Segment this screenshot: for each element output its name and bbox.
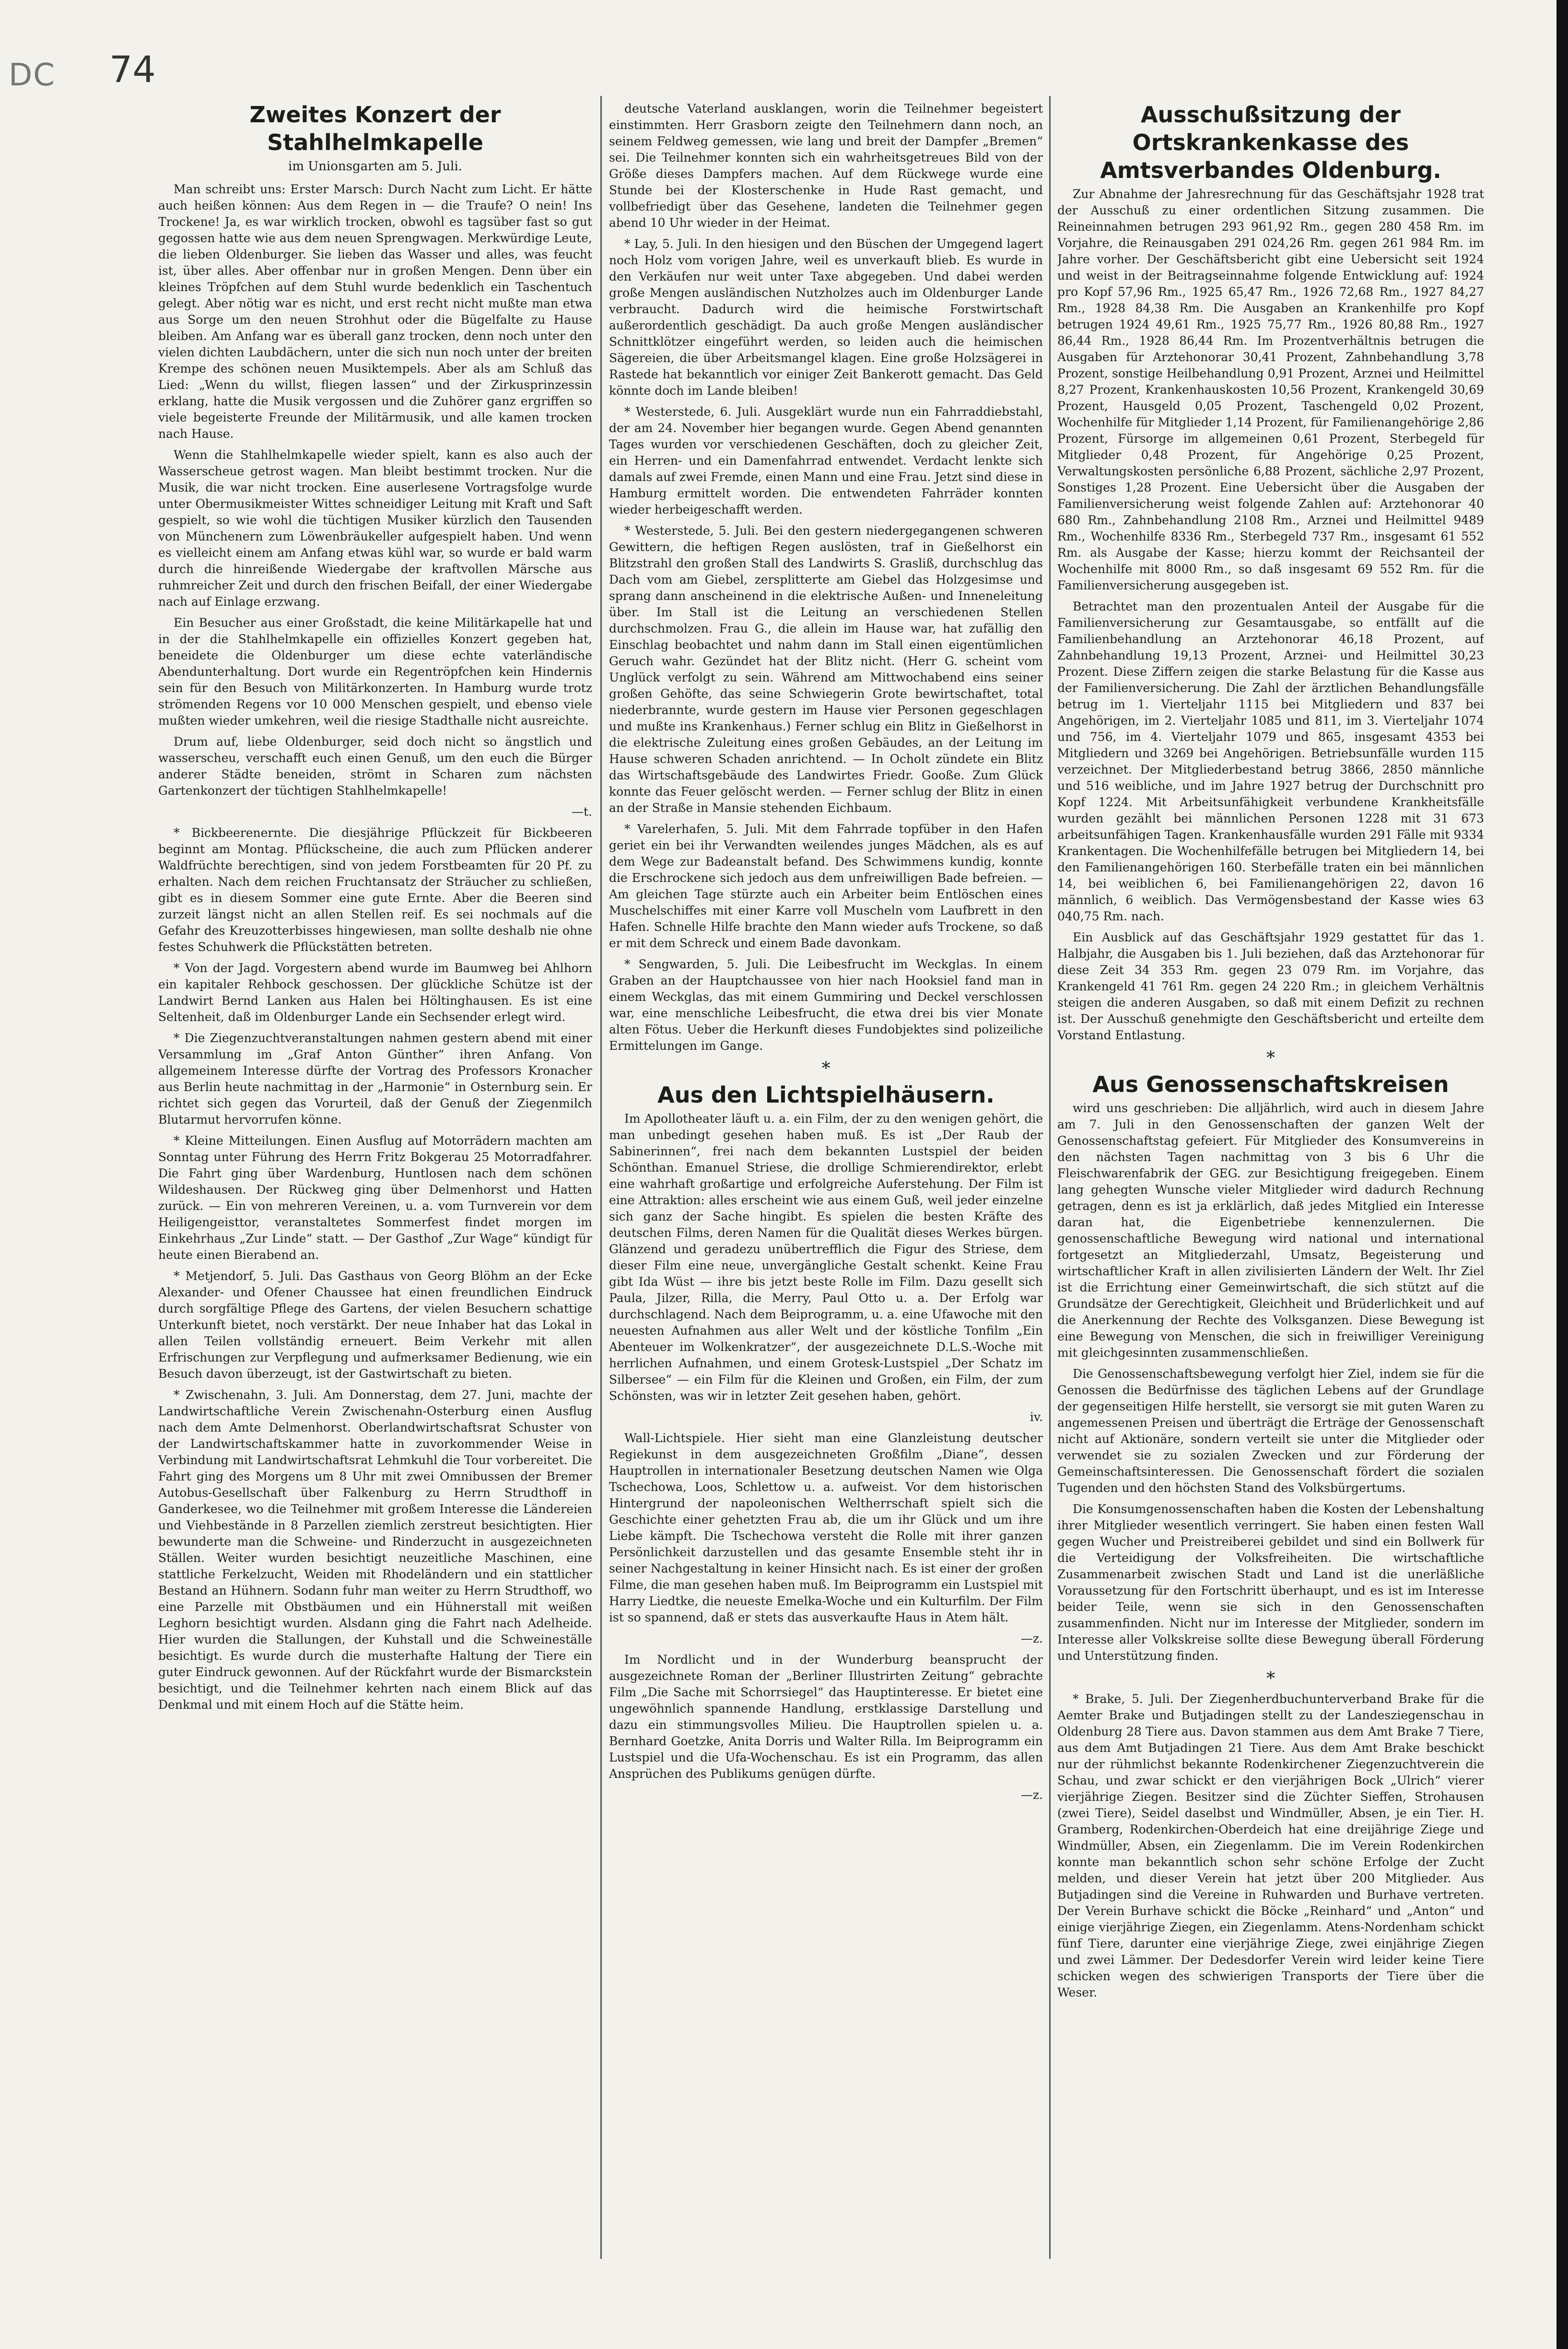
article-paragraph: Drum auf, liebe Oldenburger, seid doch nicht so ängstlich und wasserscheu, verschafft euch einen Genuß, um den euch die Bürger anderer Städte beneiden, strömt in Scharen zum nächsten Gartenkonzert der tüchtigen Stahlhelmkapelle! bbox=[158, 735, 592, 798]
news-item-zwischenahn: * Zwischenahn, 3. Juli. Am Donnerstag, dem 27. Juni, machte der Landwirtschaftliche Verein Zwischenahn-Osterburg einen Ausflug nach dem Amte Delmenhorst. Oberlandwirtschaftsrat Schuster von der Landwirtschaftskammer hatte in zuvorkommender Weise in Verbindung mit Landwirtschaftsrat Lehmkuhl die Tour vorbereitet. Die Fahrt ging des Morgens um 8 Uhr mit zwei Omnibussen der Bremer Autobus-Gesellschaft über Falkenburg zu Herrn Strudthoff in Ganderkesee, wo die Teilnehmer mit großem Interesse die Ländereien und Viehbestände in 8 Parzellen ziemlich zerstreut besichtigten. Hier bewunderte man die Schweine- und Rinderzucht in ausgezeichneten Ställen. Weiter wurden besichtigt neuzeitliche Maschinen, eine stattliche Ferkelzucht, Weiden mit Rhodeländern und ein stattlicher Bestand an Hühnern. Sodann fuhr man weiter zu Herrn Strudthoff, wo eine Parzelle mit Obstbäumen und ein Hühnerstall mit weißen Leghorn besichtigt wurden. Alsdann ging die Fahrt nach Adelheide. Hier wurden die Stallungen, der Kuhstall und die Schweineställe besichtigt. Es wurde durch die musterhafte Haltung der Tiere ein guter Eindruck gewonnen. Auf der Rückfahrt wurde der Bismarckstein besichtigt, und die Teilnehmer kehrten nach einem Blick auf das Denkmal und mit einem Hoch auf die Stätte heim. bbox=[158, 1388, 592, 1712]
article-paragraph: Wall-Lichtspiele. Hier sieht man eine Glanzleistung deutscher Regiekunst in dem ausgezeichneten Großfilm „Diane“, dessen Hauptrollen in internationaler Besetzung deutschen Namen wie Olga Tschechowa, Loos, Schlettow u. a. aufweist. Vor dem historischen Hintergrund der napoleonischen Weltherrschaft spielt sich die Geschichte einer gehetzten Frau ab, die um ihr Glück und um ihre Liebe kämpft. Die Tschechowa versteht die Rolle mit ihrer ganzen Persönlichkeit darzustellen und das gesamte Ensemble steht ihr in seiner Nachgestaltung in keiner Hinsicht nach. Es ist einer der großen Filme, die man gesehen haben muß. Im Beiprogramm ein Lustspiel mit Harry Liedtke, die neueste Emelka-Woche und ein Kulturfilm. Der Film ist so spannend, daß er stets das ausverkaufte Haus in Atem hält. bbox=[609, 1431, 1043, 1624]
news-item-brake: * Brake, 5. Juli. Der Ziegenherdbuchunterverband Brake für die Aemter Brake und Butjadingen stellt zu der Landesziegenschau in Oldenburg 28 Tiere aus. Davon stammen aus dem Amt Brake 7 Tiere, aus dem Amt Butjadingen 21 Tiere. Aus dem Amt Brake beschickt nur der rühmlichst bekannte Rodenkirchener Ziegenzuchtverein die Schau, und zwar schickt er den vierjährigen Bock „Ulrich“ vierer vierjährige Ziegen. Besitzer sind die Züchter Sieffen, Strohausen (zwei Tiere), Seidel daselbst und Windmüller, Absen, je ein Tier. H. Gramberg, Rodenkirchen-Oberdeich hat eine dreijährige Ziege und Windmüller, Absen, ein Ziegenlamm. Die im Verein Rodenkirchen konnte man bekanntlich schon sehr schöne Erfolge der Zucht melden, und dieser Verein hat jetzt über 200 Mitglieder. Aus Butjadingen sind die Vereine in Ruhwarden und Burhave vertreten. Der Verein Burhave schickt die Böcke „Reinhard“ und „Anton“ und einige vierjährige Ziegen, ein Ziegenlamm. Atens-Nordenham schickt fünf Tiere, darunter eine vierjährige Ziege, zwei einjährige Ziegen und zwei Lämmer. Der Dedesdorfer Verein wird leider keine Tiere schicken wegen des schwierigen Transports der Tiere über die Weser. bbox=[1057, 1692, 1484, 1999]
margin-note: DC bbox=[9, 58, 56, 93]
article-signature: —z. bbox=[1020, 1632, 1043, 1645]
article-signature: —z. bbox=[1020, 1788, 1043, 1802]
news-item-kleine-mitteilungen: * Kleine Mitteilungen. Einen Ausflug auf Motorrädern machten am Sonntag unter Führung des Herrn Fritz Bokgerau 25 Motorradfahrer. Die Fahrt ging über Wardenburg, Huntlosen nach dem schönen Wildeshausen. Der Rückweg ging über Delmenhorst und Hatten zurück. — Ein von mehreren Vereinen, u. a. vom Turnverein vor dem Heiligengeisttor, veranstaltetes Sommerfest findet morgen im Einkehrhaus „Zur Linde“ statt. — Der Gasthof „Zur Wage“ kündigt für heute einen Bierabend an. bbox=[158, 1134, 592, 1262]
section-separator: * bbox=[1266, 1048, 1275, 1068]
article-paragraph: Die Genossenschaftsbewegung verfolgt hier Ziel, indem sie für die Genossen die Bedürfnisse des täglichen Lebens auf der Grundlage der gegenseitigen Hilfe herstellt, sie versorgt sie mit guten Waren zu angemessenen Preisen und überträgt die Erträge der Genossenschaft nicht auf Aktionäre, sondern verteilt sie unter die Mitglieder oder verwendet sie zu sozialen Zwecken und zur Förderung der Gemeinschaftsinteressen. Die Genossenschaft fördert die sozialen Tugenden und den höchsten Stand des Volksbürgertums. bbox=[1057, 1367, 1484, 1495]
news-item-sengwarden: * Sengwarden, 5. Juli. Die Leibesfrucht im Weckglas. In einem Graben an der Hauptchaussee von hier nach Hooksiel fand man in einem Weckglas, das mit einem Gummiring und Deckel verschlossen war, eine menschliche Leibesfrucht, die etwa drei bis vier Monate alten Fötus. Ueber die Herkunft dieses Fundobjektes sind polizeiliche Ermittelungen im Gange. bbox=[609, 957, 1043, 1053]
news-item-lay: * Lay, 5. Juli. In den hiesigen und den Büschen der Umgegend lagert noch Holz vom vorigen Jahre, weil es unverkauft blieb. Es wurde in den Verkäufen nur weit unter Taxe abgegeben. Und dabei werden große Mengen ausländischen Nutzholzes auch im Oldenburger Lande verbraucht. Dadurch wird die heimische Forstwirtschaft außerordentlich geschädigt. Da auch große Mengen ausländischer Schnittklötzer eingeführt werden, so leiden auch die heimischen Sägereien, die über Arbeitsmangel klagen. Eine große Holzsägerei in Rastede hat bekanntlich vor einiger Zeit Bankerott gemacht. Das Geld könnte doch im Lande bleiben! bbox=[609, 237, 1043, 398]
article-paragraph: Wenn die Stahlhelmkapelle wieder spielt, kann es also auch der Wasserscheue getrost wagen. Man bleibt bestimmt trocken. Nur die Musik, die war nicht trocken. Eine auserlesene Vortragsfolge wurde unter Obermusikmeister Wittes schneidiger Leitung mit Kraft und Saft gespielt, so wie wohl die tüchtigen Musiker kürzlich den Tausenden von Münchenern zum Löwenbräukeller aufgespielt haben. Und wenn es vielleicht einem am Anfang etwas kühl war, so wurde er bald warm durch die hinreißende Wiedergabe der kraftvollen Märsche aus ruhmreicher Zeit und durch den frischen Beifall, der einer Wiedergabe nach auf Einlage erzwang. bbox=[158, 448, 592, 609]
article-paragraph: wird uns geschrieben: Die alljährlich, wird auch in diesem Jahre am 7. Juli in den Genossenschaften der ganzen Welt der Genossenschaftstag gefeiert. Für Mitglieder des Konsumvereins in den nächsten Tagen nachmittag von 3 bis 6 Uhr die Fleischwarenfabrik der GEG. zur Besichtigung freigegeben. Einem lang gehegten Wunsche vieler Mitglieder wird dadurch Rechnung getragen, denn es ist ja erklärlich, daß jedes Mitglied ein Interesse daran hat, die Eigenbetriebe kennenzulernen. Die genossenschaftliche Bewegung wird national und international fortgesetzt an Mitgliederzahl, Umsatz, Begeisterung und wirtschaftlicher Kraft in allen zivilisierten Ländern der Welt. Ihr Ziel ist die Errichtung einer Gemeinwirtschaft, die sich stützt auf die Grundsätze der Gerechtigkeit, Gleichheit und Brüderlichkeit und auf die Anerkennung der Rechte des Volksganzen. Diese Bewegung ist eine Bewegung von Menschen, die sich in freiwilliger Vereinigung mit gleichgesinnten zusammenschließen. bbox=[1057, 1101, 1484, 1360]
section-separator: * bbox=[1266, 1669, 1275, 1689]
article-paragraph: Betrachtet man den prozentualen Anteil der Ausgabe für die Familienversicherung zur Gesamtausgabe, so entfällt auf die Familienbehandlung an Arztehonorar 46,18 Prozent, auf Zahnbehandlung 19,13 Prozent, Arznei- und Heilmittel 30,23 Prozent. Diese Ziffern zeigen die starke Belastung für die Kasse aus der Familienversicherung. Die Zahl der ärztlichen Behandlungsfälle betrug im 1. Vierteljahr 1115 bei Mitgliedern und 837 bei Angehörigen, im 2. Vierteljahr 1085 und 811, im 3. Vierteljahr 1074 und 756, im 4. Vierteljahr 1079 und 865, insgesamt 4353 bei Mitgliedern und 3269 bei Angehörigen. Betriebsunfälle wurden 115 verzeichnet. Der Mitgliederbestand betrug 3866, 2850 männliche und 516 weibliche, und im Jahre 1927 betrug der Durchschnitt pro Kopf 1224. Mit Arbeitsunfähigkeit verbundene Krankheitsfälle wurden gezählt bei männlichen Personen 1228 mit 31 673 arbeitsunfähigen Tagen. Krankenhausfälle wurden 291 Fälle mit 9334 Krankentagen. Die Wochenhilfefälle betrugen bei Mitgliedern 14, bei den Familienangehörigen 160. Sterbefälle traten ein bei männlichen 14, bei weiblichen 6, bei Familienangehörigen 22, davon 16 männlich, 6 weiblich. Das Vermögensbestand der Kasse wies 63 040,75 Rm. nach. bbox=[1057, 599, 1484, 923]
article-paragraph: Man schreibt uns: Erster Marsch: Durch Nacht zum Licht. Er hätte auch heißen können: Aus dem Regen in — die Traufe? O nein! Ins Trockene! Ja, es war wirklich trocken, obwohl es tagsüber fast so gut gegossen hatte wie aus dem neuen Sprengwagen. Merkwürdige Leute, die lieben Oldenburger. Sie lieben das Wasser und alles, was feucht ist, über alles. Aber offenbar nur in großen Mengen. Denn über ein kleines Tröpfchen auf dem Stuhl wurde bedenklich ein Taschentuch gelegt. Aber nötig war es nicht, und erst recht nicht mußte man etwa aus Sorge um den neuen Strohhut oder die Bügelfalte zu Hause bleiben. Am Anfang war es überall ganz trocken, denn noch unter den vielen dichten Laubdächern, unter die sich nun noch unter der breiten Krempe des schönen neuen Musiktempels. Aber als am Schluß das Lied: „Wenn du willst, fliegen lassen“ und der Zirkusprinzessin erklang, hatte die Musik vergossen und die Zuhörer ganz ergriffen so viele begeisterte Freunde der Militärmusik, und alle kamen trocken nach Hause. bbox=[158, 182, 592, 441]
article-paragraph: Ein Ausblick auf das Geschäftsjahr 1929 gestattet für das 1. Halbjahr, die Ausgaben bis 1. Juli beziehen, daß das Arztehonorar für diese Zeit 34 353 Rm. gegen 23 079 Rm. im Vorjahre, das Krankengeld 41 761 Rm. gegen 24 220 Rm.; in gleichem Verhältnis steigen die anderen Ausgaben, so daß mit einem Defizit zu rechnen ist. Der Ausschuß genehmigte den Geschäftsbericht und erteilte dem Vorstand Entlastung. bbox=[1057, 930, 1484, 1042]
news-item-westerstede-gewitter: * Westerstede, 5. Juli. Bei den gestern niedergegangenen schweren Gewittern, die heftigen Regen auslösten, traf in Gießelhorst ein Blitzstrahl den großen Stall des Landwirts S. Grasliß, durchschlug das Dach vom am Giebel, zersplitterte am Giebel das Holzgesimse und sprang dann anscheinend in die elektrische Außen- und Inneneleitung über. Im Stall ist die Leitung an verschiedenen Stellen durchschmolzen. Frau G., die allein im Hause war, hat zufällig den Einschlag beobachtet und nahm dann im Stall einen eigentümlichen Geruch wahr. Gezündet hat der Blitz nicht. (Herr G. scheint vom Unglück verfolgt zu sein. Während am Mittwochabend eins seiner großen Gehöfte, das seine Schwiegerin Grote bewirtschaftet, total niederbrannte, wurde gestern im Hause vier Personen gegeschlagen und mußte ins Krankenhaus.) Ferner schlug ein Blitz in Gießelhorst in die elektrische Zuleitung eines großen Gebäudes, an der Leitung im Hause schweren Schaden anrichtend. — In Ocholt zündete ein Blitz das Wirtschaftsgebäude des Landwirtes Friedr. Gooße. Zum Glück konnte das Feuer gelöscht werden. — Ferner schlug der Blitz in einen an der Straße in Mansie stehenden Eichbaum. bbox=[609, 524, 1043, 815]
page-number: 74 bbox=[109, 48, 156, 91]
column-3 bbox=[1057, 101, 1484, 2307]
headline-lichtspielhaeuser: Aus den Lichtspielhäusern. bbox=[657, 1082, 995, 1108]
section-separator: * bbox=[821, 1059, 831, 1079]
headline-ortskrankenkasse: Ausschußsitzung der Ortskrankenkasse des Amtsverbandes Oldenburg. bbox=[1100, 102, 1441, 183]
headline-genossenschaftskreisen: Aus Genossenschaftskreisen bbox=[1092, 1071, 1449, 1097]
subheadline-stahlhelm-concert: im Unionsgarten am 5. Juli. bbox=[288, 159, 462, 174]
article-signature: iv. bbox=[1030, 1410, 1043, 1424]
scan-edge-bar bbox=[1556, 0, 1568, 2349]
news-item-bickbeeren: * Bickbeerenernte. Die diesjährige Pflückzeit für Bickbeeren beginnt am Montag. Pflückscheine, die auch zum Pflücken anderer Waldfrüchte berechtigen, sind von jedem Forstbeamten für 20 Pf. zu erhalten. Nach dem reichen Fruchtansatz der Sträucher zu schließen, gibt es in diesem Sommer eine gute Ernte. Aber die Beeren sind zurzeit längst nicht an allen Stellen reif. Es sei nochmals auf die Gefahr des Kreuzotterbisses hingewiesen, man sollte deshalb nie ohne festes Schuhwerk die Pflückstätten betreten. bbox=[158, 826, 592, 954]
article-paragraph: Zur Abnahme der Jahresrechnung für das Geschäftsjahr 1928 trat der Ausschuß zu einer ordentlichen Sitzung zusammen. Die Reineinnahmen betrugen 293 961,92 Rm., gegen 280 458 Rm. im Vorjahre, die Reinausgaben 291 024,26 Rm. gegen 261 984 Rm. im Jahre vorher. Der Geschäftsbericht gibt eine Uebersicht seit 1924 und weist in der Beitragseinnahme folgende Entwicklung auf: 1924 pro Kopf 57,96 Rm., 1925 65,47 Rm., 1926 72,68 Rm., 1927 84,27 Rm., 1928 84,38 Rm. Die Ausgaben an Krankenhilfe pro Kopf betrugen 1924 49,61 Rm., 1925 75,77 Rm., 1926 80,88 Rm., 1927 86,44 Rm., 1928 86,44 Rm. Im Prozentverhältnis betrugen die Ausgaben für Arztehonorar 30,41 Prozent, Zahnbehandlung 3,78 Prozent, sonstige Heilbehandlung 0,91 Prozent, Arznei und Heilmittel 8,27 Prozent, Krankenhauskosten 10,56 Prozent, Krankengeld 30,69 Prozent, Hausgeld 0,05 Prozent, Taschengeld 0,02 Prozent, Wochenhilfe für Mitglieder 1,14 Prozent, für Familienangehörige 2,86 Prozent, Fürsorge im allgemeinen 0,61 Prozent, Sterbegeld für Mitglieder 0,48 Prozent, für Angehörige 0,25 Prozent, Verwaltungskosten persönliche 6,88 Prozent, sächliche 2,97 Prozent, Sonstiges 1,28 Prozent. Eine Uebersicht über die Ausgaben der Familienversicherung weist folgende Zahlen auf: Arztehonorar 40 680 Rm., Zahnbehandlung 2108 Rm., Arznei und Heilmittel 9489 Rm., Wochenhilfe 8336 Rm., Sterbegeld 737 Rm., insgesamt 61 552 Rm. als Ausgabe der Kasse; hierzu kommt der Reichsanteil der Wochenhilfe mit 8000 Rm., so daß insgesamt 69 552 Rm. für die Familienversicherung ausgegeben ist. bbox=[1057, 187, 1484, 592]
column-1 bbox=[158, 101, 592, 2307]
headline-stahlhelm-concert: Zweites Konzert der Stahlhelmkapelle bbox=[249, 102, 501, 155]
column-2 bbox=[609, 101, 1043, 2307]
article-paragraph: Im Nordlicht und in der Wunderburg beansprucht der ausgezeichnete Roman der „Berliner Illustrirten Zeitung“ gebrachte Film „Die Sache mit Schorrsiegel“ das Hauptinteresse. Er bietet eine ungewöhnlich spannende Handlung, erstklassige Darstellung und dazu ein stimmungsvolles Milieu. Die Hauptrollen spielen u. a. Bernhard Goetzke, Anita Dorris und Walter Rilla. Im Beiprogramm ein Lustspiel und die Ufa-Wochenschau. Es ist ein Programm, das allen Ansprüchen des Publikums genügen dürfte. bbox=[609, 1653, 1043, 1781]
article-paragraph: Ein Besucher aus einer Großstadt, die keine Militärkapelle hat und in der die Stahlhelmkapelle ein offizielles Konzert gegeben hat, beneidete die Oldenburger um diese echte vaterländische Abendunterhaltung. Dort wurde ein Regentröpfchen kein Hindernis sein für den Besuch von Militärkonzerten. In Hamburg wurde trotz strömenden Regens vor 10 000 Menschen gespielt, und ebenso viele mußten wieder umkehren, weil die riesige Stadthalle nicht ausreichte. bbox=[158, 616, 592, 728]
article-paragraph: Die Konsumgenossenschaften haben die Kosten der Lebenshaltung ihrer Mitglieder wesentlich verringert. Sie haben einen festen Wall gegen Wucher und Preistreiberei gebildet und sind ein Bollwerk für die Verteidigung der Volksfreiheiten. Die wirtschaftliche Zusammenarbeit zwischen Stadt und Land ist die unerläßliche Voraussetzung für den Fortschritt überhaupt, und es ist im Interesse beider Teile, wenn sie sich in den Genossenschaften zusammenfinden. Nicht nur im Interesse der Mitglieder, sondern im Interesse aller Volkskreise sollte diese Bewegung überall Förderung und Unterstützung finden. bbox=[1057, 1502, 1484, 1663]
news-item-westerstede-fahrrad: * Westerstede, 6. Juli. Ausgeklärt wurde nun ein Fahrraddiebstahl, der am 24. November hier begangen wurde. Gegen Abend genannten Tages wurden vor verschiedenen Geschäften, doch zu gleicher Zeit, ein Herren- und ein Damenfahrrad entwendet. Verdacht lenkte sich damals auf zwei Fremde, einen Mann und eine Frau. Jetzt sind diese in Hamburg ermittelt worden. Die entwendeten Fahrräder konnten wieder herbeigeschafft werden. bbox=[609, 405, 1043, 517]
article-paragraph: deutsche Vaterland ausklangen, worin die Teilnehmer begeistert einstimmten. Herr Grasborn zeigte den Teilnehmern dann noch, an seinem Feldweg gemessen, wie lang und breit der Dampfer „Bremen“ sei. Die Teilnehmer konnten sich ein wahrheitsgetreues Bild von der Größe dieses Dampfers machen. Auf dem Rückwege wurde eine Stunde bei der Klosterschenke in Hude Rast gemacht, und vollbefriedigt über das Gesehene, landeten die Teilnehmer gegen abend 10 Uhr wieder in der Heimat. bbox=[609, 102, 1043, 230]
news-item-jagd: * Von der Jagd. Vorgestern abend wurde im Baumweg bei Ahlhorn ein kapitaler Rehbock geschossen. Der glückliche Schütze ist der Landwirt Bernd Lanken aus Halen bei Höltinghausen. Es ist eine Seltenheit, daß im Oldenburger Lande ein Sechsender erlegt wird. bbox=[158, 961, 592, 1024]
article-signature: —t. bbox=[572, 805, 592, 819]
news-item-ziegenzucht: * Die Ziegenzuchtveranstaltungen nahmen gestern abend mit einer Versammlung im „Graf Anton Günther“ ihren Anfang. Von allgemeinem Interesse dürfte der Vortrag des Professors Kronacher aus Berlin heute nachmittag in der „Harmonie“ in Osternburg sein. Er richtet sich gegen das Vorurteil, daß der Genuß der Ziegenmilch Blutarmut hervorrufen könne. bbox=[158, 1031, 592, 1127]
column-rule-1 bbox=[600, 96, 602, 2259]
article-paragraph: Im Apollotheater läuft u. a. ein Film, der zu den wenigen gehört, die man unbedingt gesehen haben muß. Es ist „Der Raub der Sabinerinnen“, frei nach dem bekannten Lustspiel der beiden Schönthan. Emanuel Striese, die drollige Schmierendirektor, erlebt eine wahrhaft großartige und erfolgreiche Auferstehung. Der Film ist eine Attraktion: alles erscheint wie aus einem Guß, weil jeder einzelne sich ganz der Sache hingibt. Es spielen die besten Kräfte des deutschen Films, deren Namen für die Qualität dieses Werkes bürgen. Glänzend und geradezu unübertrefflich die Figur des Striese, dem dieser Film eine neue, unvergängliche Gestalt schenkt. Keine Frau gibt Ida Wüst — ihre bis jetzt beste Rolle im Film. Dazu gesellt sich Paula, Jilzer, Rilla, die Merry, Paul Otto u. a. Der Erfolg war durchschlagend. Nach dem Beiprogramm, u. a. eine Ufawoche mit den neuesten Aufnahmen aus aller Welt und der köstliche Tonfilm „Ein Abenteuer im Wolkenkratzer“, der ausgezeichnete D.L.S.-Woche mit herrlichen Aufnahmen, und einem Grotesk-Lustspiel „Der Schatz im Silbersee“ — ein Film für die Kleinen und Großen, ein Film, der zum Schönsten, was wir in letzter Zeit gesehen haben, gehört. bbox=[609, 1112, 1043, 1403]
news-item-varelerhafen: * Varelerhafen, 5. Juli. Mit dem Fahrrade topfüber in den Hafen geriet ein bei ihr Verwandten weilendes junges Mädchen, als es auf dem Wege zur Badeanstalt befand. Des Schwimmens kundig, konnte die Erschrockene sich jedoch aus dem unfreiwilligen Bade befreien. — Am gleichen Tage stürzte auch ein Arbeiter beim Entlöschen eines Muschelschiffes mit einer Karre voll Muscheln vom Laufbrett in den Hafen. Schnelle Hilfe brachte den Mann wieder aufs Trockene, so daß er mit dem Schreck und einem Bade davonkam. bbox=[609, 822, 1043, 950]
news-item-metjendorf: * Metjendorf, 5. Juli. Das Gasthaus von Georg Blöhm an der Ecke Alexander- und Ofener Chaussee hat einen freundlichen Eindruck durch sorgfältige Pflege des Gartens, der vielen Besuchern schattige Unterkunft bietet, noch verstärkt. Der neue Inhaber hat das Lokal in allen Teilen vollständig erneuert. Beim Verkehr mit allen Erfrischungen zur Verpflegung und aufmerksamer Bedienung, wie ein Besuch davon überzeugt, ist der Gastwirtschaft zu bieten. bbox=[158, 1269, 592, 1381]
column-rule-2 bbox=[1049, 96, 1051, 2259]
